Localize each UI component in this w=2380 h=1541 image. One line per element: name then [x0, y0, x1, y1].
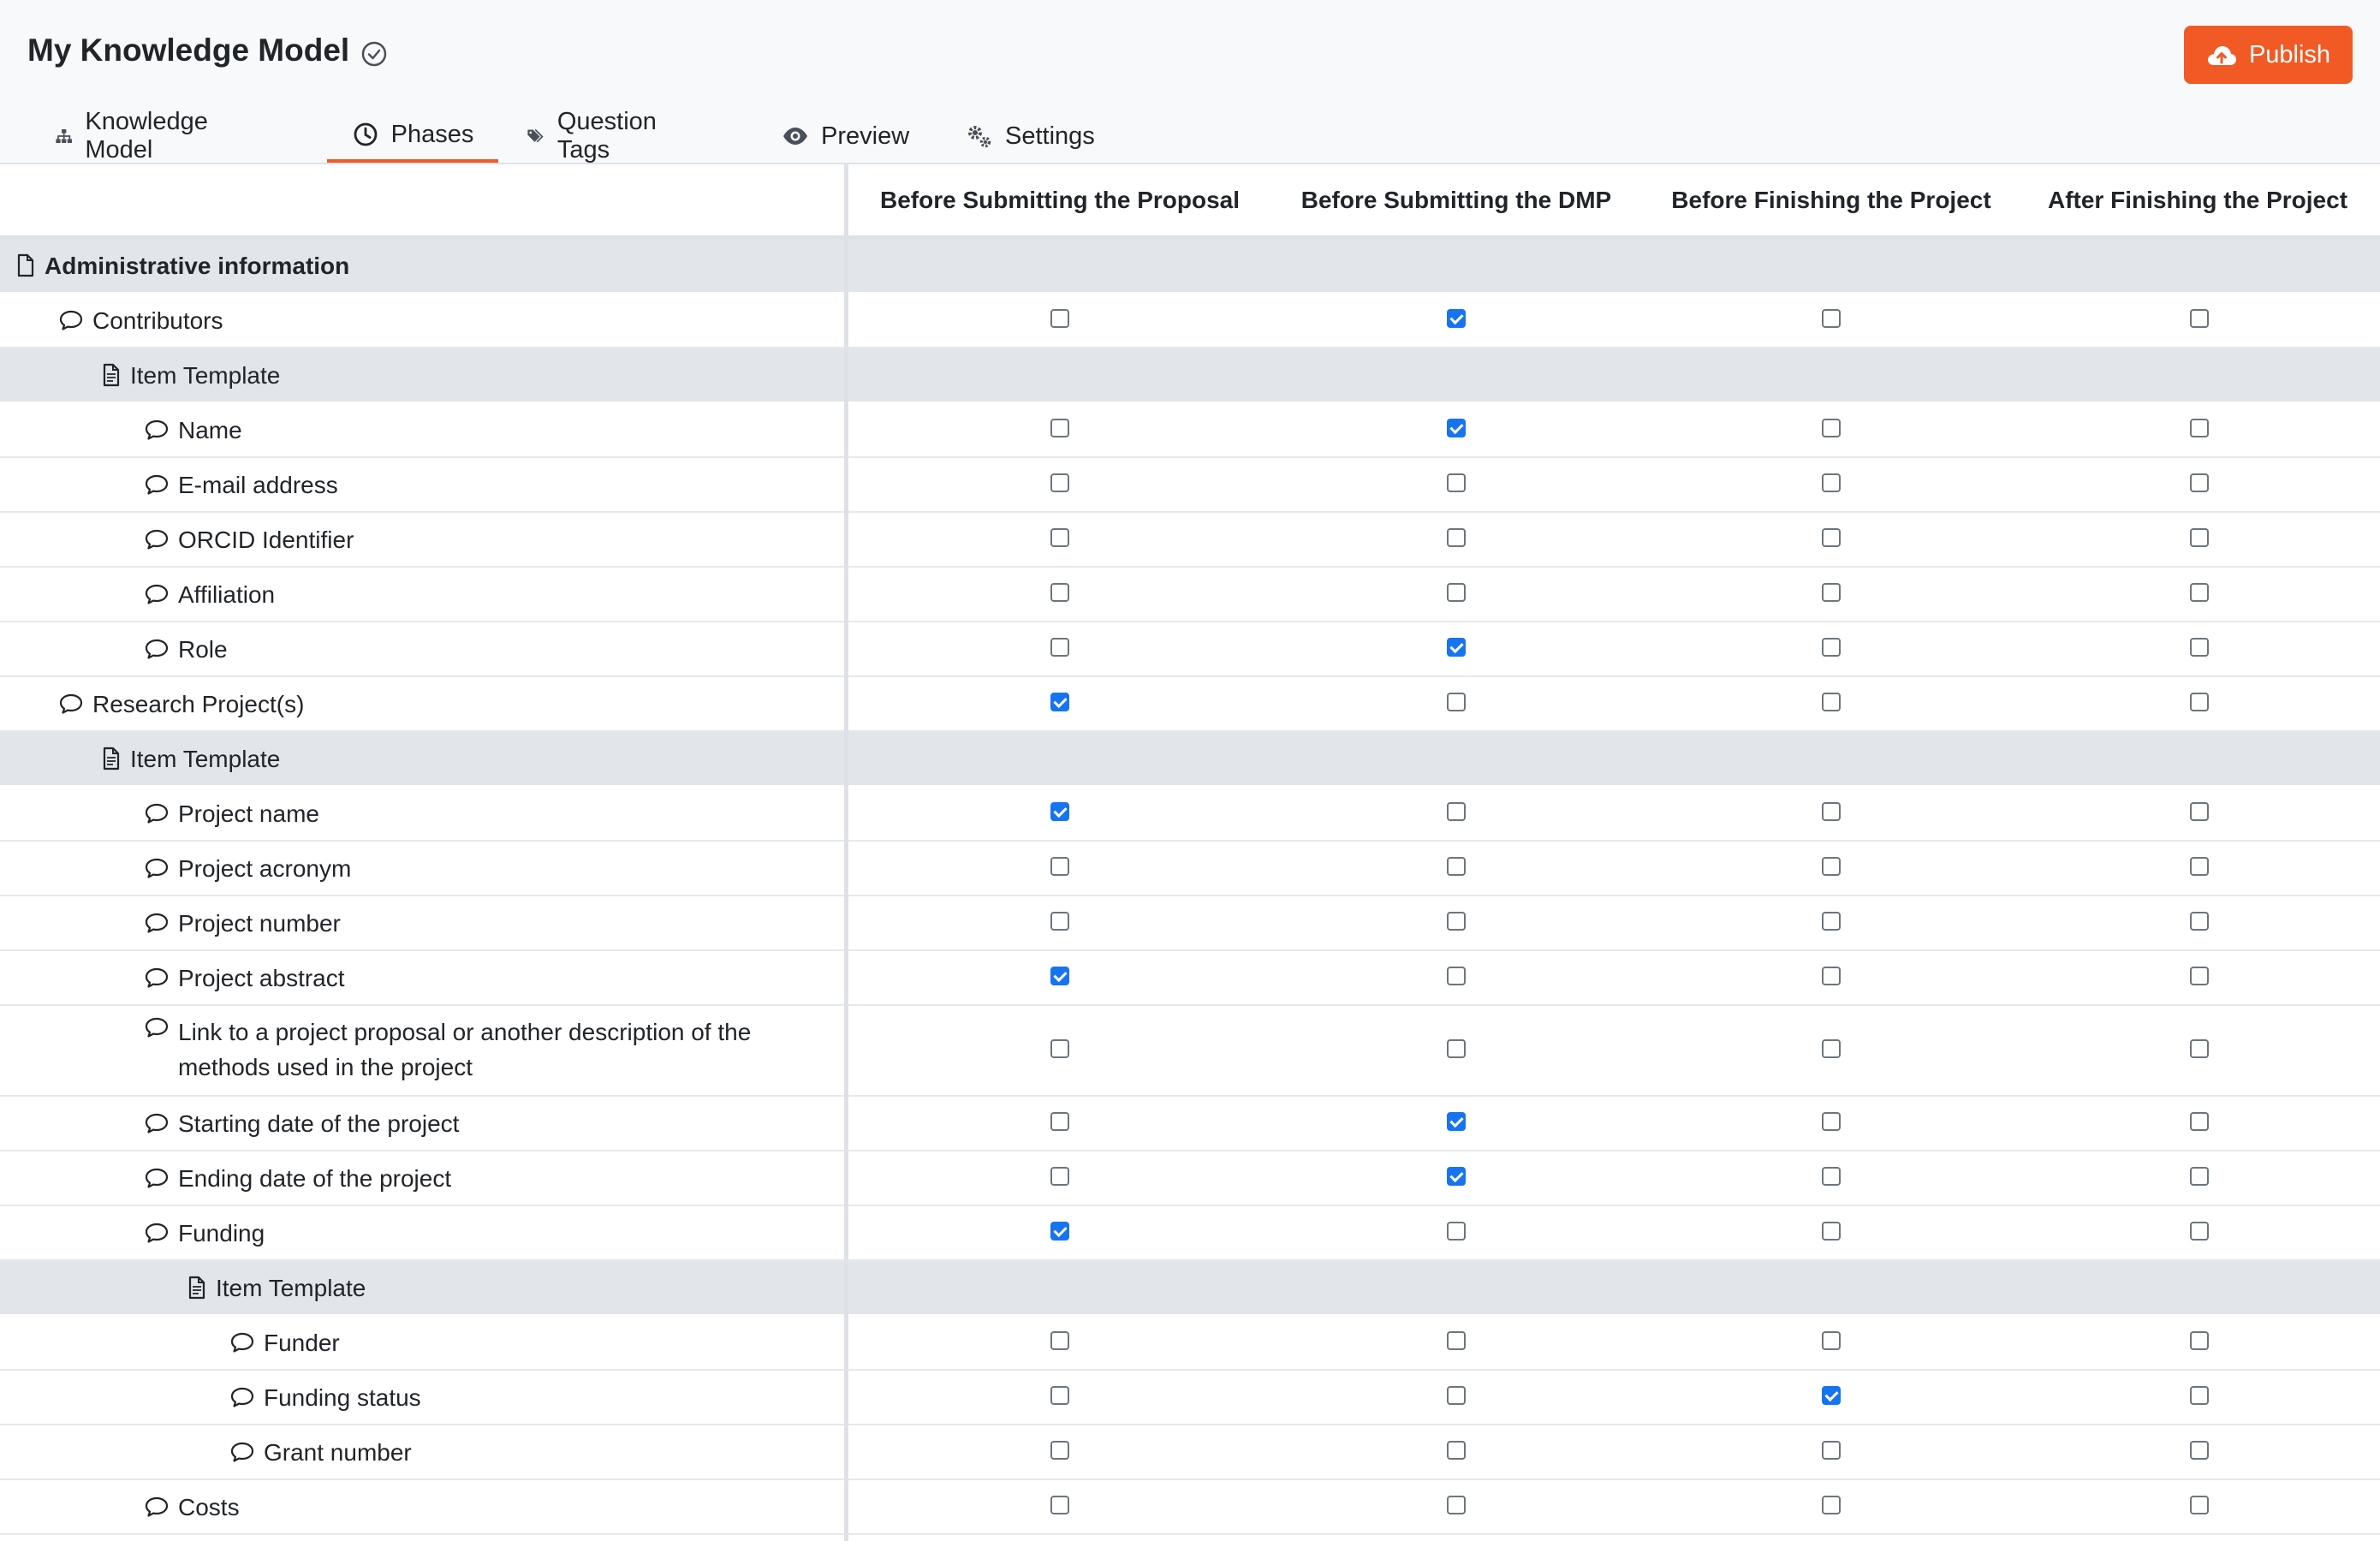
comment-icon	[144, 636, 170, 662]
row-label-text: Funding status	[264, 1383, 421, 1411]
phase-checkbox[interactable]	[1822, 1222, 1841, 1241]
row-label-text: Funder	[264, 1329, 340, 1356]
tab-label: Phases	[390, 120, 474, 148]
tab-label: Knowledge Model	[85, 108, 208, 164]
row-label	[144, 1097, 822, 1150]
phase-header: Before Submitting the DMP	[1300, 186, 1612, 213]
page-title: My Knowledge Model	[27, 33, 350, 68]
file-icon	[15, 253, 36, 278]
gears-icon	[966, 122, 993, 150]
publish-button[interactable]	[2184, 26, 2353, 84]
row-label	[144, 1006, 822, 1095]
row-label-text: Project number	[178, 909, 341, 937]
row-label-text: Project abstract	[178, 964, 345, 991]
phase-checkbox[interactable]	[1050, 857, 1069, 876]
phase-checkbox[interactable]	[1050, 583, 1069, 602]
row-label	[58, 677, 822, 730]
phase-checkbox[interactable]	[1447, 309, 1466, 328]
phase-checkbox[interactable]	[1050, 967, 1069, 985]
row-label-text: E-mail address	[178, 471, 338, 498]
phase-checkbox[interactable]	[1822, 1386, 1841, 1405]
phase-checkbox[interactable]	[1822, 857, 1841, 876]
row-label	[144, 458, 822, 511]
row-label-text: Role	[178, 635, 228, 663]
item-template-row	[0, 348, 2380, 403]
phase-checkbox[interactable]	[2190, 473, 2209, 492]
comment-icon	[144, 855, 170, 881]
row-label-text: Administrative information	[45, 252, 350, 279]
row-label	[144, 1480, 822, 1533]
phase-checkbox[interactable]	[1822, 1039, 1841, 1058]
phase-checkbox[interactable]	[1822, 309, 1841, 328]
row-label-text: Item Template	[130, 361, 281, 389]
row-label-text: Ending date of the project	[178, 1164, 452, 1192]
phase-checkbox[interactable]	[1050, 1112, 1069, 1131]
question-row	[0, 1371, 2380, 1425]
item-template-row	[0, 732, 2380, 787]
row-label-text: Starting date of the project	[178, 1110, 460, 1137]
column-divider	[844, 164, 848, 1541]
comment-icon	[144, 1494, 170, 1520]
row-label	[229, 1371, 822, 1424]
row-label-text: ORCID Identifier	[178, 526, 354, 553]
phase-checkbox[interactable]	[1447, 693, 1466, 711]
phase-checkbox[interactable]	[2190, 528, 2209, 547]
row-label	[144, 842, 822, 895]
comment-icon	[229, 1384, 255, 1410]
row-label-text: Item Template	[216, 1274, 366, 1301]
table-header	[0, 164, 2380, 239]
tab-knowledge-model[interactable]	[53, 110, 219, 163]
row-label-text: Project acronym	[178, 854, 352, 882]
phase-checkbox[interactable]	[2190, 638, 2209, 657]
question-row	[0, 513, 2380, 568]
row-label-text: Contributors	[92, 306, 223, 334]
question-row	[0, 1151, 2380, 1206]
tab-preview[interactable]	[780, 110, 911, 163]
phase-checkbox[interactable]	[1050, 693, 1069, 711]
phase-checkbox[interactable]	[1447, 1112, 1466, 1131]
comment-icon	[144, 1110, 170, 1136]
phase-checkbox[interactable]	[2190, 309, 2209, 328]
row-label	[144, 896, 822, 949]
phase-checkbox[interactable]	[1050, 528, 1069, 547]
phase-checkbox[interactable]	[1447, 1496, 1466, 1514]
table-body	[0, 239, 2380, 1535]
phase-checkbox[interactable]	[2190, 1222, 2209, 1241]
tab-label: Question Tags	[556, 108, 657, 164]
phase-checkbox[interactable]	[1822, 1331, 1841, 1350]
file-lines-icon	[101, 362, 122, 388]
phase-checkbox[interactable]	[2190, 1386, 2209, 1405]
row-label	[144, 622, 822, 675]
row-label	[144, 513, 822, 566]
row-label	[144, 568, 822, 621]
row-label	[58, 294, 822, 347]
phase-checkbox[interactable]	[2190, 1112, 2209, 1131]
phase-checkbox[interactable]	[1822, 1167, 1841, 1186]
row-label	[229, 1425, 822, 1479]
phase-checkbox[interactable]	[1822, 967, 1841, 985]
phase-checkbox[interactable]	[1822, 912, 1841, 931]
clock-icon	[352, 121, 379, 148]
phase-checkbox[interactable]	[1822, 473, 1841, 492]
phase-header: Before Submitting the Proposal	[879, 186, 1241, 213]
question-row	[0, 403, 2380, 458]
sitemap-icon	[55, 122, 73, 150]
comment-icon	[144, 527, 170, 552]
question-row	[0, 896, 2380, 951]
row-label-text: Item Template	[130, 745, 281, 772]
question-row	[0, 458, 2380, 513]
comment-icon	[58, 691, 84, 717]
phase-checkbox[interactable]	[2190, 1167, 2209, 1186]
editor-header	[0, 0, 2380, 164]
comment-icon	[229, 1330, 255, 1355]
phase-checkbox[interactable]	[1822, 528, 1841, 547]
row-label	[144, 1206, 822, 1259]
phase-checkbox[interactable]	[1050, 1496, 1069, 1514]
phase-checkbox[interactable]	[1050, 1167, 1069, 1186]
phase-checkbox[interactable]	[1447, 638, 1466, 657]
phase-checkbox[interactable]	[1050, 912, 1069, 931]
phase-checkbox[interactable]	[1050, 473, 1069, 492]
question-row	[0, 787, 2380, 842]
phase-checkbox[interactable]	[1447, 419, 1466, 437]
phase-checkbox[interactable]	[1447, 1039, 1466, 1058]
comment-icon	[144, 800, 170, 826]
row-label	[187, 1261, 822, 1314]
phase-checkbox[interactable]	[2190, 912, 2209, 931]
phase-checkbox[interactable]	[1050, 419, 1069, 437]
question-row	[0, 951, 2380, 1006]
comment-icon	[58, 307, 84, 333]
phase-checkbox[interactable]	[1050, 309, 1069, 328]
comment-icon	[229, 1439, 255, 1465]
question-row	[0, 568, 2380, 622]
phase-checkbox[interactable]	[2190, 1441, 2209, 1460]
comment-icon	[144, 1165, 170, 1191]
phase-header: Before Finishing the Project	[1671, 186, 1991, 213]
question-row	[0, 677, 2380, 732]
row-label	[101, 732, 822, 785]
phase-checkbox[interactable]	[1447, 857, 1466, 876]
phase-checkbox[interactable]	[1447, 1222, 1466, 1241]
question-row	[0, 1425, 2380, 1480]
file-lines-icon	[101, 746, 122, 771]
phase-checkbox[interactable]	[1050, 1386, 1069, 1405]
row-label-text: Funding	[178, 1219, 265, 1246]
item-template-row	[0, 1261, 2380, 1316]
phase-checkbox[interactable]	[1050, 1331, 1069, 1350]
phase-checkbox[interactable]	[1822, 802, 1841, 821]
chapter-row	[0, 239, 2380, 294]
comment-icon	[144, 417, 170, 443]
comment-icon	[144, 965, 170, 991]
question-row	[0, 842, 2380, 896]
phase-checkbox[interactable]	[1447, 1441, 1466, 1460]
row-label-text: Link to a project proposal or another description of the methods used in the project	[178, 1019, 752, 1080]
phase-checkbox[interactable]	[1050, 1039, 1069, 1058]
file-lines-icon	[187, 1275, 207, 1300]
phase-checkbox[interactable]	[2190, 419, 2209, 437]
row-label	[101, 348, 822, 402]
row-label	[229, 1316, 822, 1369]
phase-checkbox[interactable]	[1447, 1386, 1466, 1405]
cloud-upload-icon	[2206, 42, 2237, 68]
comment-icon	[144, 472, 170, 497]
question-row	[0, 1097, 2380, 1151]
comment-icon	[144, 1220, 170, 1246]
phase-checkbox[interactable]	[1050, 1222, 1069, 1241]
question-row	[0, 1316, 2380, 1371]
phase-checkbox[interactable]	[2190, 857, 2209, 876]
phase-checkbox[interactable]	[1822, 638, 1841, 657]
question-row	[0, 294, 2380, 348]
phase-checkbox[interactable]	[2190, 967, 2209, 985]
comment-icon	[144, 910, 170, 936]
tab-settings[interactable]	[964, 110, 1097, 163]
question-row	[0, 622, 2380, 677]
phase-checkbox[interactable]	[2190, 1496, 2209, 1514]
phase-checkbox[interactable]	[1822, 1112, 1841, 1131]
phase-checkbox[interactable]	[1822, 693, 1841, 711]
row-label-text: Affiliation	[178, 580, 276, 608]
phase-header: After Finishing the Project	[2047, 186, 2348, 213]
phase-checkbox[interactable]	[1447, 967, 1466, 985]
phase-checkbox[interactable]	[1447, 802, 1466, 821]
phase-checkbox[interactable]	[1447, 583, 1466, 602]
phase-checkbox[interactable]	[2190, 583, 2209, 602]
phase-checkbox[interactable]	[1050, 1441, 1069, 1460]
phase-checkbox[interactable]	[1447, 473, 1466, 492]
tab-label: Preview	[821, 122, 910, 150]
phase-checkbox[interactable]	[2190, 802, 2209, 821]
row-label-text: Research Project(s)	[92, 690, 305, 717]
question-row	[0, 1206, 2380, 1261]
phase-checkbox[interactable]	[1822, 1496, 1841, 1514]
tab-label: Settings	[1005, 122, 1095, 150]
tab-question-tags[interactable]	[525, 110, 667, 163]
comment-icon	[144, 1014, 170, 1040]
saved-check-icon	[360, 39, 389, 68]
row-label	[144, 403, 822, 456]
row-label-text: Costs	[178, 1493, 240, 1520]
phase-checkbox[interactable]	[2190, 693, 2209, 711]
phase-checkbox[interactable]	[1822, 583, 1841, 602]
publish-label: Publish	[2248, 40, 2331, 68]
phase-checkbox[interactable]	[1822, 419, 1841, 437]
question-row	[0, 1480, 2380, 1535]
tags-icon	[527, 122, 545, 150]
row-label	[144, 1151, 822, 1205]
tab-phases[interactable]	[327, 110, 498, 163]
row-label	[144, 787, 822, 840]
phase-checkbox[interactable]	[2190, 1331, 2209, 1350]
phase-checkbox[interactable]	[1822, 1441, 1841, 1460]
phase-checkbox[interactable]	[1447, 528, 1466, 547]
phase-checkbox[interactable]	[2190, 1039, 2209, 1058]
phase-checkbox[interactable]	[1447, 912, 1466, 931]
row-label-text: Name	[178, 416, 242, 443]
row-label	[15, 239, 822, 292]
row-label	[144, 951, 822, 1004]
question-row	[0, 1006, 2380, 1097]
eye-icon	[782, 122, 809, 150]
phase-checkbox[interactable]	[1447, 1331, 1466, 1350]
phase-checkbox[interactable]	[1050, 638, 1069, 657]
row-label-text: Project name	[178, 800, 319, 827]
comment-icon	[144, 581, 170, 607]
row-label-text: Grant number	[264, 1438, 412, 1466]
phase-checkbox[interactable]	[1447, 1167, 1466, 1186]
phases-table	[0, 164, 2380, 1535]
phase-checkbox[interactable]	[1050, 802, 1069, 821]
